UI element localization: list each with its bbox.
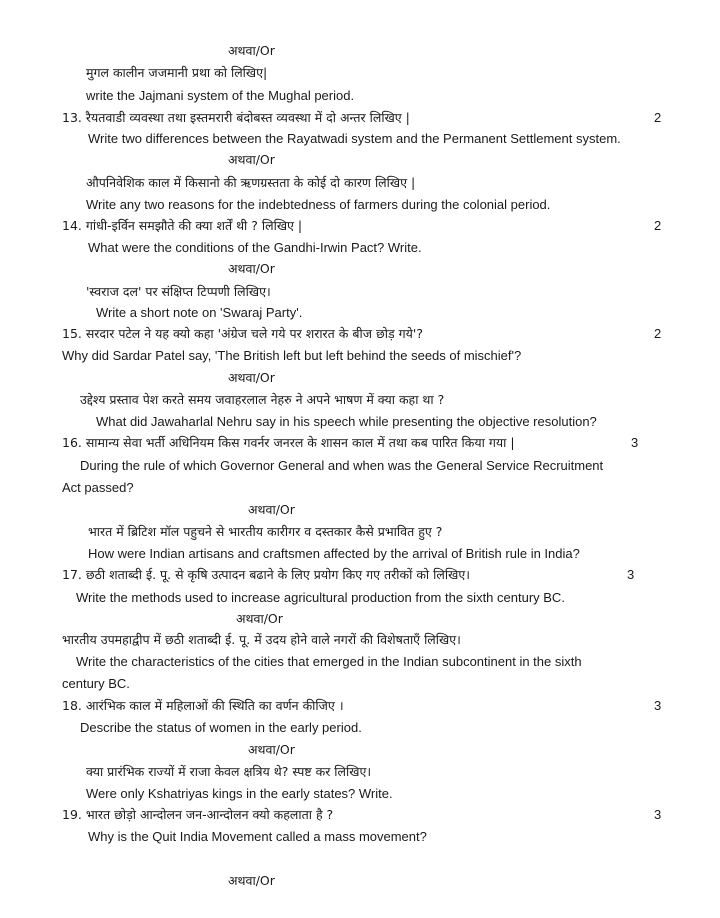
question-text-english: Write any two reasons for the indebtedness of farmers during the colonial period. <box>86 197 551 212</box>
question-text-english-cont: century BC. <box>62 676 130 691</box>
question-13-english: Write two differences between the Rayatwadi system and the Permanent Settlement system. <box>88 131 621 146</box>
question-13-marks: 2 <box>654 110 662 125</box>
or-divider: अथवा/Or <box>228 43 275 58</box>
question-14-english: What were the conditions of the Gandhi-Irwin Pact? Write. <box>88 240 422 255</box>
question-15-hindi: 15. सरदार पटेल ने यह क्यो कहा 'अंग्रेज चले गये पर शरारत के बीज छोड़ गये'? <box>62 326 423 341</box>
question-17-marks: 3 <box>627 567 635 582</box>
question-16-hindi: 16. सामान्य सेवा भर्ती अधिनियम किस गवर्नर जनरल के शासन काल में तथा कब पारित किया गया | <box>62 435 515 450</box>
question-15-english: Why did Sardar Patel say, 'The British left but left behind the seeds of mischief'? <box>62 348 522 363</box>
or-divider: अथवा/Or <box>228 370 275 385</box>
question-18-marks: 3 <box>654 698 662 713</box>
question-19-english: Why is the Quit India Movement called a mass movement? <box>88 829 427 844</box>
question-16-english-cont: Act passed? <box>62 480 134 495</box>
or-divider: अथवा/Or <box>248 502 295 517</box>
question-18-hindi: 18. आरंभिक काल में महिलाओं की स्थिति का वर्णन कीजिए । <box>62 698 344 713</box>
question-16-marks: 3 <box>631 435 639 450</box>
question-text-english: Were only Kshatriyas kings in the early states? Write. <box>86 786 393 801</box>
or-divider: अथवा/Or <box>248 742 295 757</box>
or-divider: अथवा/Or <box>236 611 283 626</box>
or-divider: अथवा/Or <box>228 152 275 167</box>
or-divider: अथवा/Or <box>228 873 275 888</box>
question-text-english: How were Indian artisans and craftsmen affected by the arrival of British rule in India? <box>88 546 580 561</box>
question-text-hindi: क्या प्रारंभिक राज्यों में राजा केवल क्षत्रिय थे? स्पष्ट कर लिखिए। <box>86 764 372 779</box>
or-divider: अथवा/Or <box>228 261 275 276</box>
question-13-hindi: 13. रैयतवाडी व्यवस्था तथा इस्तमरारी बंदोबस्त व्यवस्था में दो अन्तर लिखिए | <box>62 110 410 125</box>
question-text-hindi: मुगल कालीन जजमानी प्रथा को लिखिए| <box>86 65 268 80</box>
question-text-hindi: भारत में ब्रिटिश मॉल पहुचने से भारतीय कारीगर व दस्तकार कैसे प्रभावित हुए ? <box>88 524 443 539</box>
question-19-marks: 3 <box>654 807 662 822</box>
question-18-english: Describe the status of women in the early period. <box>80 720 362 735</box>
question-14-marks: 2 <box>654 218 662 233</box>
question-text-english: Write the characteristics of the cities that emerged in the Indian subcontinent in the sixth <box>76 654 582 669</box>
question-text-english: What did Jawaharlal Nehru say in his speech while presenting the objective resolution? <box>96 414 597 429</box>
question-text-hindi: भारतीय उपमहाद्वीप में छठी शताब्दी ई. पू. में उदय होने वाले नगरों की विशेषताएँ लिखिए। <box>62 632 461 647</box>
question-text-english: Write a short note on 'Swaraj Party'. <box>96 305 303 320</box>
question-text-english: write the Jajmani system of the Mughal period. <box>86 88 355 103</box>
question-text-hindi: 'स्वराज दल' पर संक्षिप्त टिप्पणी लिखिए। <box>86 284 271 299</box>
question-14-hindi: 14. गांधी-इर्विन समझौते की क्या शर्तें थी ? लिखिए | <box>62 218 303 233</box>
question-17-hindi: 17. छठी शताब्दी ई. पू. से कृषि उत्पादन बढाने के लिए प्रयोग किए गए तरीकों को लिखिए। <box>62 567 470 582</box>
question-text-hindi: औपनिवेशिक काल में किसानो की ऋणग्रस्तता के कोई दो कारण लिखिए | <box>86 175 416 190</box>
question-17-english: Write the methods used to increase agricultural production from the sixth century BC. <box>76 590 565 605</box>
question-text-hindi: उद्देश्य प्रस्ताव पेश करते समय जवाहरलाल नेहरु ने अपने भाषण में क्या कहा था ? <box>80 392 445 407</box>
question-16-english: During the rule of which Governor General and when was the General Service Recruitment <box>80 458 604 473</box>
question-19-hindi: 19. भारत छोड़ो आन्दोलन जन-आन्दोलन क्यो कहलाता है ? <box>62 807 334 822</box>
question-15-marks: 2 <box>654 326 662 341</box>
